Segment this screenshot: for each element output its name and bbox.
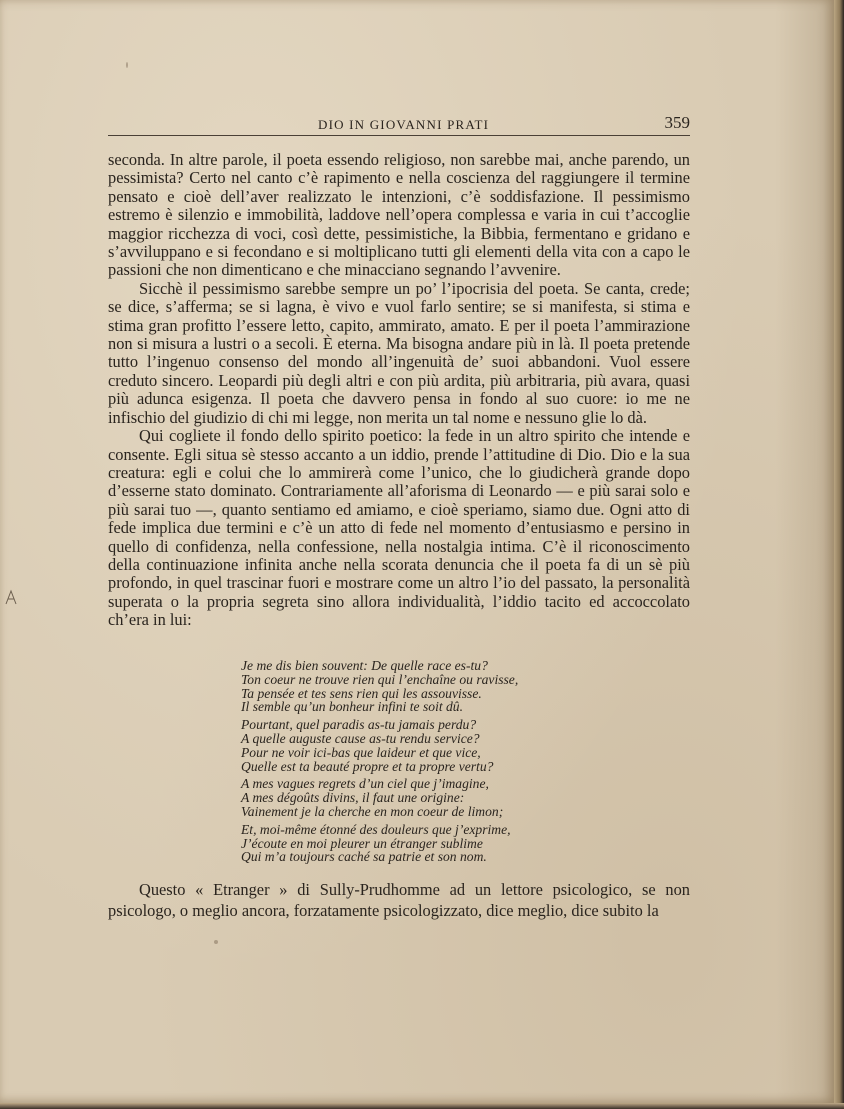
page-edge-bottom <box>0 1103 844 1109</box>
poem-line: A mes dégoûts divins, il faut une origine: <box>241 790 465 806</box>
poem-line: Ta pensée et tes sens rien qui les assouvisse. <box>241 685 482 701</box>
closing-text <box>108 879 690 921</box>
poem-line: A mes vagues regrets d’un ciel que j’imagine, <box>241 776 489 792</box>
poem-line: Je me dis bien souvent: De quelle race es-tu? <box>241 658 488 673</box>
poem-line: Quelle est ta beauté propre et ta propre vertu? <box>241 758 494 774</box>
poem-line: Pour ne voir ici-bas que laideur et que vice, <box>241 744 481 760</box>
paragraph: Sicchè il pessimismo sarebbe sempre un po’ l’ipocrisia del poeta. Se canta, crede; se dice, s’afferma; se si lagna, è vivo e vuol farlo sentire; se si manifesta, si stima e stima gran profitto l’essere letto, capito, ammirato, amato. E per il poeta l’ammirazione non si misura a lustri o a secoli. È eterna. Ma bisogna andare più in là. Il poeta pretende tutto l’ingenuo consenso del mondo all’ingenuità de’ suoi abbandoni. Vuol essere creduto sincero. Leopardi più degli altri e con più ardita, più arbitraria, più avara, quasi più adunca esigenza. Il poeta che davvero pensa in fondo al suo cuore: io me ne infischio del giudizio di chi mi legge, non merita un tal nome e nessuno glie lo dà. <box>108 278 690 427</box>
paragraph: seconda. In altre parole, il poeta essendo religioso, non sarebbe mai, anche parendo, un pessimista? Certo nel canto c’è rapimento e nella coscienza del raggiungere il termine pensato e cioè dell’aver realizzato le intenzioni, c’è soddisfazione. Il pessimismo estremo è silenzio e immobilità, laddove nell’opera complessa e varia in cui t’accoglie maggior ricchezza di voci, così dette, pessimistiche, la Bibbia, fermentano e gridano e s’avviluppano e si fecondano e si moltiplicano tutti gli elementi della vita con a capo le passioni che non dimenticano e che minacciano segnando l’avvenire. <box>108 150 690 280</box>
header-rule <box>108 135 690 136</box>
poem-line: Vainement je la cherche en mon coeur de limon; <box>241 803 504 819</box>
poem-quotation <box>241 659 621 868</box>
poem-line: Ton coeur ne trouve rien qui l’enchaîne ou ravisse, <box>241 671 519 687</box>
paragraph: Qui cogliete il fondo dello spirito poetico: la fede in un altro spirito che intende e consente. Egli situa sè stesso accanto a un iddio, prende l’attitudine di Dio. Dio e la sua creatura: egli e colui che lo ammirerà come l’unico, che lo giudicherà grande dopo d’esserne stato dominato. Contrariamente all’aforisma di Leonardo — e più sarai solo e più sarai tuo —, quanto sentiamo ed amiamo, e cioè speriamo, siamo due. Ogni atto di fede implica due termini e c’è un atto di fede nel momento d’entusiasmo e persino in quello di confidenza, nella confessione, nella nostalgia intima. C’è il riconoscimento della continuazione infinita anche nella scorata denuncia che il poeta fa di un sè più profondo, in quel trascinar fuori e mostrare come un altro l’io del passato, la personalità superata o la propria segreta sino allora individualità, l’iddio tacito ed accoccolato ch’era in lui: <box>108 426 690 630</box>
poem-line: Pourtant, quel paradis as-tu jamais perdu? <box>241 717 477 733</box>
poem-stanza <box>241 659 621 714</box>
page-edge-right <box>834 0 844 1109</box>
body-text <box>108 151 690 630</box>
poem-line: A quelle auguste cause as-tu rendu service? <box>241 730 480 746</box>
poem-line: Qui m’a toujours caché sa patrie et son nom. <box>241 849 487 865</box>
poem-line: Et, moi-même étonné des douleurs que j’exprime, <box>241 821 511 837</box>
margin-pencil-mark <box>4 588 18 606</box>
paragraph: Questo « Etranger » di Sully-Prudhomme ad un lettore psicologico, se non psicologo, o meglio ancora, forzatamente psicologizzato, dice meglio, dice subito la <box>108 880 690 920</box>
page-header <box>108 112 690 134</box>
page-number: 359 <box>664 113 690 132</box>
poem-stanza <box>241 823 621 864</box>
running-head: DIO IN GIOVANNI PRATI <box>318 117 490 132</box>
poem-line: Il semble qu’un bonheur infini te soit dû. <box>241 699 464 715</box>
poem-line: J’écoute en moi pleurer un étranger sublime <box>241 835 483 851</box>
paper-speck <box>214 940 218 944</box>
paper-speck <box>126 62 128 68</box>
poem-stanza <box>241 777 621 818</box>
poem-stanza <box>241 718 621 773</box>
